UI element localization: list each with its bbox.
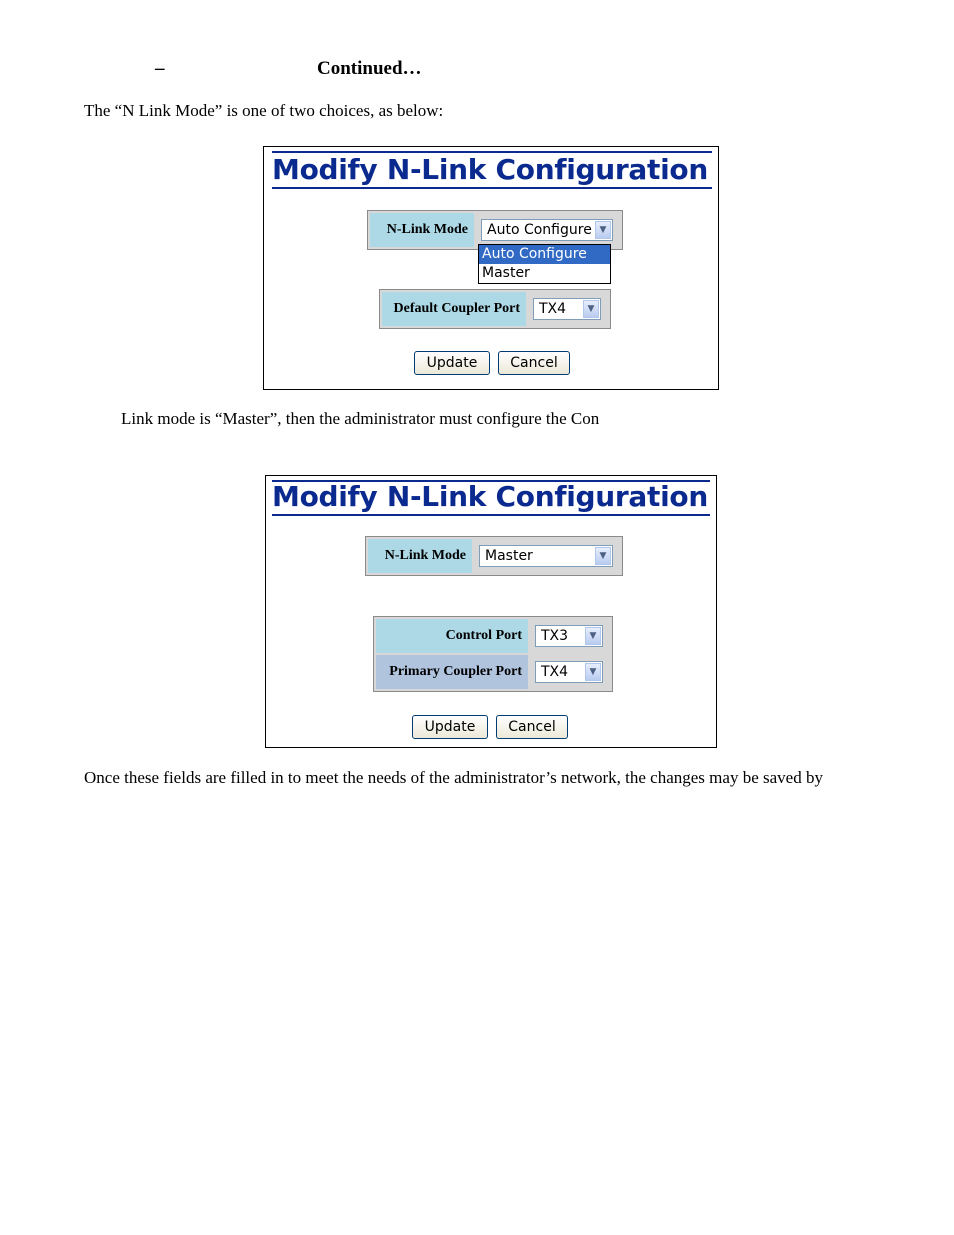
update-button[interactable]: Update (414, 351, 490, 375)
chevron-down-icon[interactable]: ▼ (585, 627, 601, 645)
chevron-down-icon[interactable]: ▼ (583, 300, 599, 318)
default-coupler-port-value: TX4 (539, 301, 567, 317)
nlink-mode-select-value: Master (485, 548, 533, 564)
primary-coupler-port-value: TX4 (541, 664, 569, 680)
heading-title: Continued… (317, 58, 422, 79)
title-rule-bottom (272, 187, 712, 189)
chevron-down-icon[interactable]: ▼ (585, 663, 601, 681)
default-coupler-port-label: Default Coupler Port (382, 292, 526, 326)
nlink-mode-dropdown-list (478, 244, 611, 284)
coupler-port-table (379, 289, 611, 329)
title-rule-bottom (272, 514, 710, 516)
primary-coupler-port-label: Primary Coupler Port (376, 655, 528, 689)
port-settings-table (373, 616, 613, 692)
cancel-button[interactable]: Cancel (498, 351, 570, 375)
control-port-row (376, 619, 610, 653)
screenshot-master (265, 475, 717, 748)
nlink-mode-select[interactable] (481, 219, 613, 241)
control-port-value: TX3 (541, 628, 569, 644)
nlink-mode-row (370, 213, 620, 247)
chevron-down-icon[interactable]: ▼ (595, 547, 611, 565)
dropdown-option-auto-configure[interactable]: Auto Configure (479, 245, 610, 264)
chevron-down-icon[interactable]: ▼ (595, 221, 611, 239)
nlink-mode-row (368, 539, 620, 573)
primary-coupler-port-row (376, 655, 610, 689)
master-note-paragraph: Link mode is “Master”, then the administrator must configure the Con (121, 409, 600, 428)
intro-paragraph: The “N Link Mode” is one of two choices, as below: (84, 101, 444, 120)
default-coupler-port-select[interactable] (533, 298, 601, 320)
coupler-port-row (382, 292, 608, 326)
screenshot-auto-configure (263, 146, 719, 390)
closing-paragraph: Once these fields are filled in to meet the needs of the administrator’s network, the changes may be saved by (84, 768, 823, 787)
config-title: Modify N-Link Configuration (272, 153, 708, 186)
config-title: Modify N-Link Configuration (272, 480, 708, 513)
primary-coupler-port-select[interactable] (535, 661, 603, 683)
heading-dash: – (155, 58, 165, 79)
nlink-mode-select-value: Auto Configure (487, 222, 592, 238)
nlink-mode-select[interactable] (479, 545, 613, 567)
update-button[interactable]: Update (412, 715, 488, 739)
dropdown-option-master[interactable]: Master (482, 265, 530, 281)
cancel-button[interactable]: Cancel (496, 715, 568, 739)
control-port-select[interactable] (535, 625, 603, 647)
nlink-mode-table (365, 536, 623, 576)
nlink-mode-label: N-Link Mode (370, 213, 474, 247)
control-port-label: Control Port (376, 619, 528, 653)
nlink-mode-label: N-Link Mode (368, 539, 472, 573)
